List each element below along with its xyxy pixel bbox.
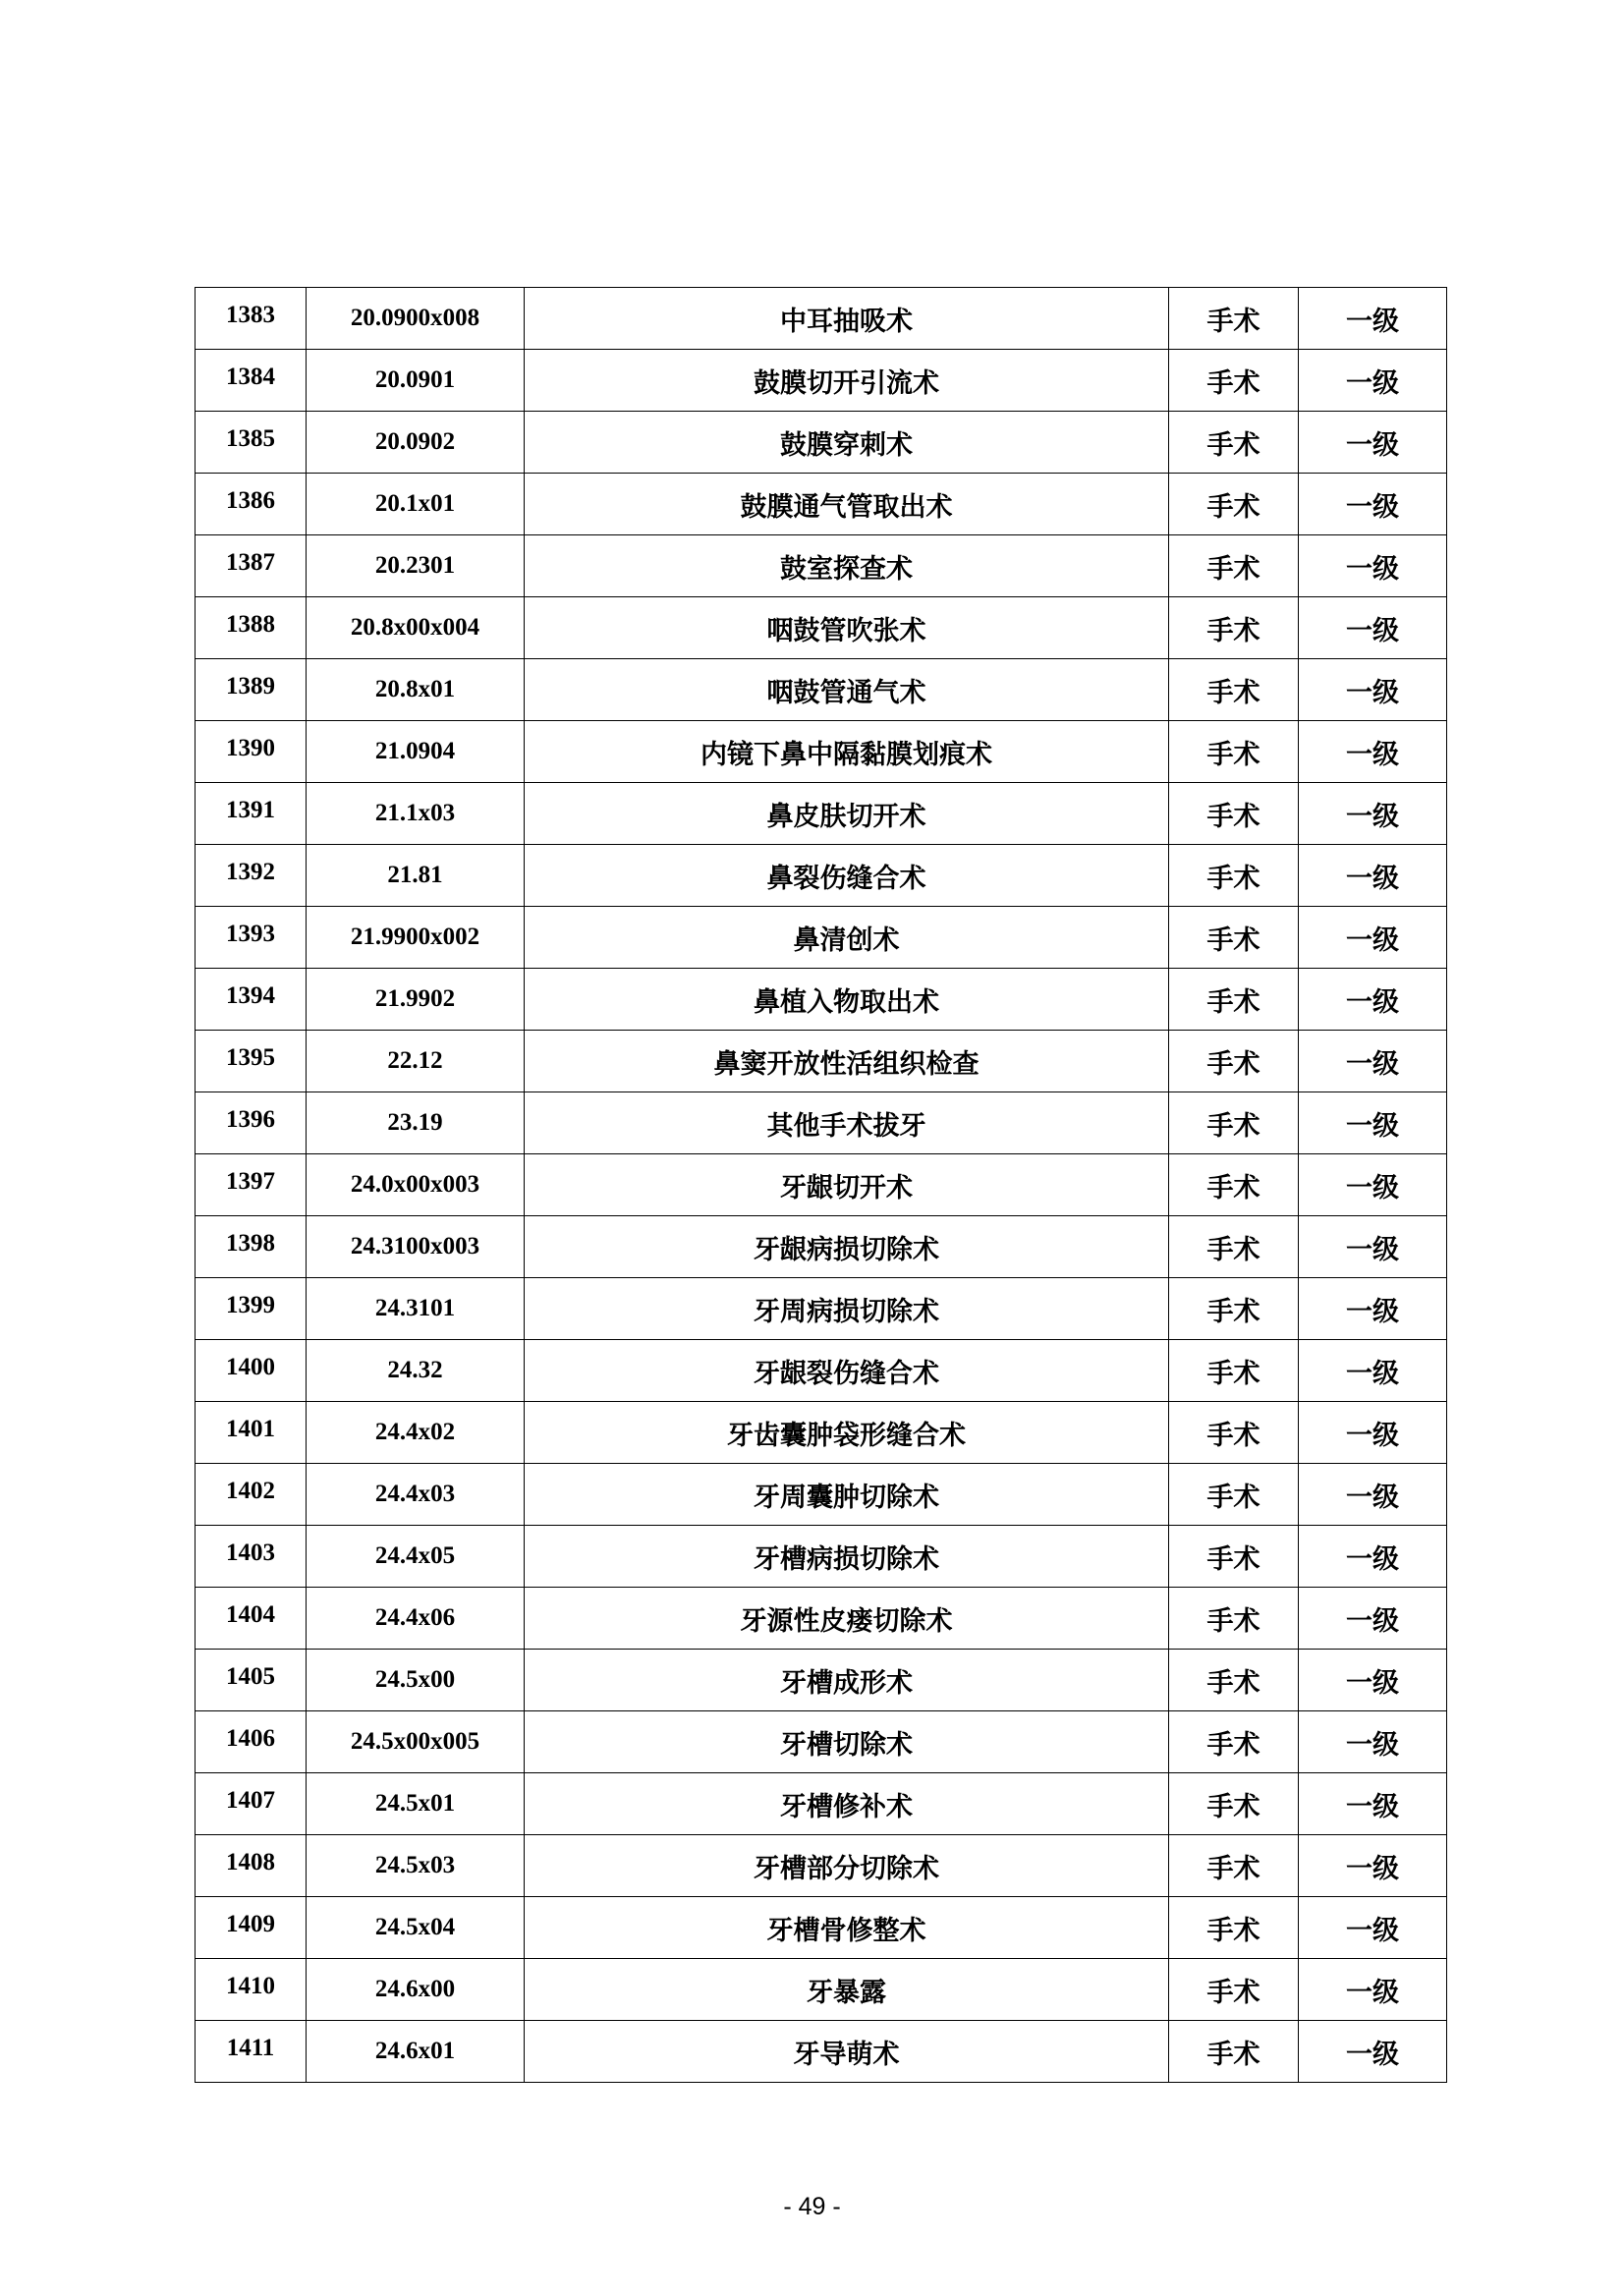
table-row bbox=[196, 535, 1447, 597]
procedure-code-cell: 24.0x00x003 bbox=[307, 1154, 525, 1216]
row-number-cell: 1383 bbox=[196, 288, 307, 350]
procedure-name-cell: 鼻清创术 bbox=[525, 907, 1169, 969]
procedure-name-cell: 牙槽骨修整术 bbox=[525, 1897, 1169, 1959]
level-cell: 一级 bbox=[1299, 1216, 1447, 1278]
procedure-code-cell: 22.12 bbox=[307, 1031, 525, 1092]
procedure-name-cell: 鼻植入物取出术 bbox=[525, 969, 1169, 1031]
procedure-code-cell: 20.8x00x004 bbox=[307, 597, 525, 659]
procedure-name-cell: 鼻皮肤切开术 bbox=[525, 783, 1169, 845]
procedure-name-cell: 牙周囊肿切除术 bbox=[525, 1464, 1169, 1526]
table-row bbox=[196, 1402, 1447, 1464]
row-number-cell: 1402 bbox=[196, 1464, 307, 1526]
category-cell: 手术 bbox=[1169, 474, 1299, 535]
procedure-name-cell: 牙源性皮瘘切除术 bbox=[525, 1588, 1169, 1650]
procedure-name-cell: 牙槽切除术 bbox=[525, 1711, 1169, 1773]
row-number-cell: 1384 bbox=[196, 350, 307, 412]
level-cell: 一级 bbox=[1299, 1650, 1447, 1711]
category-cell: 手术 bbox=[1169, 1773, 1299, 1835]
category-cell: 手术 bbox=[1169, 597, 1299, 659]
procedure-code-cell: 21.0904 bbox=[307, 721, 525, 783]
procedure-name-cell: 中耳抽吸术 bbox=[525, 288, 1169, 350]
level-cell: 一级 bbox=[1299, 1711, 1447, 1773]
table-row bbox=[196, 1216, 1447, 1278]
row-number-cell: 1406 bbox=[196, 1711, 307, 1773]
procedure-code-cell: 21.9900x002 bbox=[307, 907, 525, 969]
procedure-name-cell: 鼓膜穿刺术 bbox=[525, 412, 1169, 474]
level-cell: 一级 bbox=[1299, 1835, 1447, 1897]
procedure-code-cell: 24.32 bbox=[307, 1340, 525, 1402]
procedure-code-cell: 20.0901 bbox=[307, 350, 525, 412]
level-cell: 一级 bbox=[1299, 783, 1447, 845]
category-cell: 手术 bbox=[1169, 845, 1299, 907]
procedure-name-cell: 牙暴露 bbox=[525, 1959, 1169, 2021]
row-number-cell: 1391 bbox=[196, 783, 307, 845]
row-number-cell: 1404 bbox=[196, 1588, 307, 1650]
table-row bbox=[196, 474, 1447, 535]
category-cell: 手术 bbox=[1169, 1031, 1299, 1092]
table-row bbox=[196, 1711, 1447, 1773]
procedure-code-cell: 21.9902 bbox=[307, 969, 525, 1031]
category-cell: 手术 bbox=[1169, 350, 1299, 412]
row-number-cell: 1411 bbox=[196, 2021, 307, 2083]
procedure-name-cell: 咽鼓管吹张术 bbox=[525, 597, 1169, 659]
procedure-name-cell: 牙导萌术 bbox=[525, 2021, 1169, 2083]
category-cell: 手术 bbox=[1169, 1650, 1299, 1711]
row-number-cell: 1409 bbox=[196, 1897, 307, 1959]
level-cell: 一级 bbox=[1299, 1031, 1447, 1092]
table-row bbox=[196, 1588, 1447, 1650]
procedure-name-cell: 牙龈切开术 bbox=[525, 1154, 1169, 1216]
procedure-code-cell: 20.0902 bbox=[307, 412, 525, 474]
row-number-cell: 1394 bbox=[196, 969, 307, 1031]
page-number: - 49 - bbox=[783, 2193, 841, 2220]
procedure-name-cell: 牙龈病损切除术 bbox=[525, 1216, 1169, 1278]
table-row bbox=[196, 969, 1447, 1031]
category-cell: 手术 bbox=[1169, 1526, 1299, 1588]
procedure-code-cell: 21.1x03 bbox=[307, 783, 525, 845]
row-number-cell: 1398 bbox=[196, 1216, 307, 1278]
procedure-name-cell: 咽鼓管通气术 bbox=[525, 659, 1169, 721]
level-cell: 一级 bbox=[1299, 535, 1447, 597]
row-number-cell: 1388 bbox=[196, 597, 307, 659]
level-cell: 一级 bbox=[1299, 1959, 1447, 2021]
table-row bbox=[196, 783, 1447, 845]
row-number-cell: 1386 bbox=[196, 474, 307, 535]
level-cell: 一级 bbox=[1299, 2021, 1447, 2083]
procedure-name-cell: 牙齿囊肿袋形缝合术 bbox=[525, 1402, 1169, 1464]
category-cell: 手术 bbox=[1169, 288, 1299, 350]
level-cell: 一级 bbox=[1299, 969, 1447, 1031]
procedure-name-cell: 鼓膜通气管取出术 bbox=[525, 474, 1169, 535]
procedure-name-cell: 牙龈裂伤缝合术 bbox=[525, 1340, 1169, 1402]
level-cell: 一级 bbox=[1299, 659, 1447, 721]
procedure-code-cell: 24.5x00 bbox=[307, 1650, 525, 1711]
level-cell: 一级 bbox=[1299, 412, 1447, 474]
table-row bbox=[196, 1092, 1447, 1154]
procedure-code-cell: 21.81 bbox=[307, 845, 525, 907]
procedure-name-cell: 牙槽病损切除术 bbox=[525, 1526, 1169, 1588]
procedure-name-cell: 鼓室探查术 bbox=[525, 535, 1169, 597]
category-cell: 手术 bbox=[1169, 1835, 1299, 1897]
table-row bbox=[196, 412, 1447, 474]
category-cell: 手术 bbox=[1169, 1216, 1299, 1278]
level-cell: 一级 bbox=[1299, 474, 1447, 535]
procedure-code-cell: 24.4x06 bbox=[307, 1588, 525, 1650]
row-number-cell: 1390 bbox=[196, 721, 307, 783]
level-cell: 一级 bbox=[1299, 1402, 1447, 1464]
table-row bbox=[196, 1897, 1447, 1959]
category-cell: 手术 bbox=[1169, 1897, 1299, 1959]
level-cell: 一级 bbox=[1299, 1278, 1447, 1340]
level-cell: 一级 bbox=[1299, 1526, 1447, 1588]
category-cell: 手术 bbox=[1169, 412, 1299, 474]
category-cell: 手术 bbox=[1169, 2021, 1299, 2083]
row-number-cell: 1387 bbox=[196, 535, 307, 597]
category-cell: 手术 bbox=[1169, 535, 1299, 597]
procedure-code-cell: 24.6x00 bbox=[307, 1959, 525, 2021]
category-cell: 手术 bbox=[1169, 1402, 1299, 1464]
level-cell: 一级 bbox=[1299, 1897, 1447, 1959]
table-row bbox=[196, 1031, 1447, 1092]
level-cell: 一级 bbox=[1299, 597, 1447, 659]
category-cell: 手术 bbox=[1169, 1711, 1299, 1773]
category-cell: 手术 bbox=[1169, 1464, 1299, 1526]
category-cell: 手术 bbox=[1169, 907, 1299, 969]
row-number-cell: 1385 bbox=[196, 412, 307, 474]
table-row bbox=[196, 2021, 1447, 2083]
procedure-name-cell: 牙周病损切除术 bbox=[525, 1278, 1169, 1340]
row-number-cell: 1408 bbox=[196, 1835, 307, 1897]
table-row bbox=[196, 288, 1447, 350]
row-number-cell: 1410 bbox=[196, 1959, 307, 2021]
category-cell: 手术 bbox=[1169, 1154, 1299, 1216]
table-row bbox=[196, 721, 1447, 783]
table-row bbox=[196, 1650, 1447, 1711]
procedure-name-cell: 鼻裂伤缝合术 bbox=[525, 845, 1169, 907]
procedure-code-cell: 24.4x05 bbox=[307, 1526, 525, 1588]
row-number-cell: 1401 bbox=[196, 1402, 307, 1464]
level-cell: 一级 bbox=[1299, 1773, 1447, 1835]
category-cell: 手术 bbox=[1169, 1588, 1299, 1650]
table-row bbox=[196, 659, 1447, 721]
level-cell: 一级 bbox=[1299, 1464, 1447, 1526]
level-cell: 一级 bbox=[1299, 288, 1447, 350]
procedure-code-cell: 24.4x02 bbox=[307, 1402, 525, 1464]
row-number-cell: 1392 bbox=[196, 845, 307, 907]
row-number-cell: 1397 bbox=[196, 1154, 307, 1216]
procedure-code-cell: 24.6x01 bbox=[307, 2021, 525, 2083]
row-number-cell: 1399 bbox=[196, 1278, 307, 1340]
row-number-cell: 1403 bbox=[196, 1526, 307, 1588]
table-row bbox=[196, 597, 1447, 659]
table-row bbox=[196, 350, 1447, 412]
row-number-cell: 1407 bbox=[196, 1773, 307, 1835]
level-cell: 一级 bbox=[1299, 1154, 1447, 1216]
procedure-name-cell: 内镜下鼻中隔黏膜划痕术 bbox=[525, 721, 1169, 783]
procedure-name-cell: 牙槽修补术 bbox=[525, 1773, 1169, 1835]
procedure-name-cell: 鼻窦开放性活组织检查 bbox=[525, 1031, 1169, 1092]
level-cell: 一级 bbox=[1299, 350, 1447, 412]
row-number-cell: 1405 bbox=[196, 1650, 307, 1711]
table-row bbox=[196, 1464, 1447, 1526]
table-row bbox=[196, 907, 1447, 969]
procedure-code-cell: 24.3101 bbox=[307, 1278, 525, 1340]
table-row bbox=[196, 1154, 1447, 1216]
procedure-code-cell: 24.3100x003 bbox=[307, 1216, 525, 1278]
procedure-code-cell: 20.2301 bbox=[307, 535, 525, 597]
procedure-table-body bbox=[196, 288, 1447, 2083]
table-row bbox=[196, 1340, 1447, 1402]
procedure-name-cell: 牙槽成形术 bbox=[525, 1650, 1169, 1711]
procedure-code-cell: 23.19 bbox=[307, 1092, 525, 1154]
procedure-name-cell: 牙槽部分切除术 bbox=[525, 1835, 1169, 1897]
level-cell: 一级 bbox=[1299, 1340, 1447, 1402]
procedure-table bbox=[195, 287, 1447, 2083]
level-cell: 一级 bbox=[1299, 907, 1447, 969]
procedure-code-cell: 20.0900x008 bbox=[307, 288, 525, 350]
procedure-code-cell: 24.4x03 bbox=[307, 1464, 525, 1526]
category-cell: 手术 bbox=[1169, 721, 1299, 783]
category-cell: 手术 bbox=[1169, 1278, 1299, 1340]
category-cell: 手术 bbox=[1169, 1092, 1299, 1154]
row-number-cell: 1389 bbox=[196, 659, 307, 721]
procedure-code-cell: 24.5x00x005 bbox=[307, 1711, 525, 1773]
procedure-code-cell: 24.5x03 bbox=[307, 1835, 525, 1897]
row-number-cell: 1400 bbox=[196, 1340, 307, 1402]
row-number-cell: 1393 bbox=[196, 907, 307, 969]
procedure-name-cell: 其他手术拔牙 bbox=[525, 1092, 1169, 1154]
level-cell: 一级 bbox=[1299, 1588, 1447, 1650]
category-cell: 手术 bbox=[1169, 659, 1299, 721]
procedure-code-cell: 20.8x01 bbox=[307, 659, 525, 721]
category-cell: 手术 bbox=[1169, 1959, 1299, 2021]
procedure-code-cell: 20.1x01 bbox=[307, 474, 525, 535]
table-row bbox=[196, 1526, 1447, 1588]
procedure-code-cell: 24.5x04 bbox=[307, 1897, 525, 1959]
table-row bbox=[196, 845, 1447, 907]
table-row bbox=[196, 1835, 1447, 1897]
category-cell: 手术 bbox=[1169, 783, 1299, 845]
table-row bbox=[196, 1959, 1447, 2021]
level-cell: 一级 bbox=[1299, 1092, 1447, 1154]
procedure-code-cell: 24.5x01 bbox=[307, 1773, 525, 1835]
category-cell: 手术 bbox=[1169, 1340, 1299, 1402]
level-cell: 一级 bbox=[1299, 721, 1447, 783]
row-number-cell: 1396 bbox=[196, 1092, 307, 1154]
level-cell: 一级 bbox=[1299, 845, 1447, 907]
category-cell: 手术 bbox=[1169, 969, 1299, 1031]
table-row bbox=[196, 1773, 1447, 1835]
table-row bbox=[196, 1278, 1447, 1340]
procedure-name-cell: 鼓膜切开引流术 bbox=[525, 350, 1169, 412]
row-number-cell: 1395 bbox=[196, 1031, 307, 1092]
